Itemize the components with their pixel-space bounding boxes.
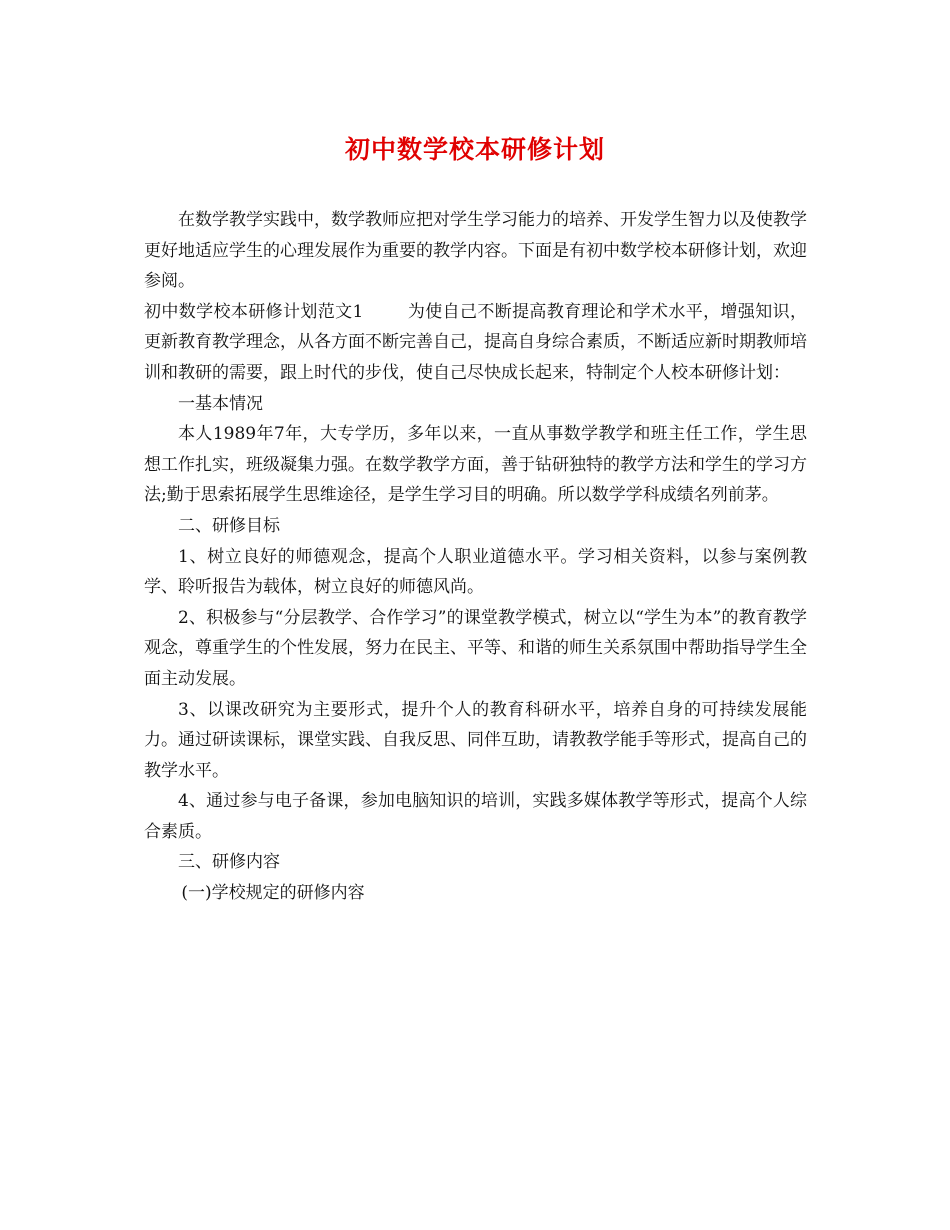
basic-info-paragraph: 本人1989年7年，大专学历，多年以来，一直从事数学教学和班主任工作，学生思想工作扎实，班级凝集力强。在数学教学方面，善于钻研独特的教学方法和学生的学习方法;勤于思索拓展学生思维途径，是学生学习目的明确。所以数学学科成绩名列前茅。 [144, 424, 807, 506]
intro-paragraph: 在数学教学实践中，数学教师应把对学生学习能力的培养、开发学生智力以及使教学更好地适应学生的心理发展作为重要的教学内容。下面是有初中数学校本研修计划，欢迎参阅。 [144, 210, 807, 292]
sample-label: 初中数学校本研修计划范文1 [144, 301, 364, 322]
section-heading-goals: 二、研修目标 [178, 515, 280, 536]
sample-paragraph [144, 297, 807, 389]
section-heading-basic-info: 一基本情况 [178, 393, 263, 414]
document-body [144, 205, 807, 909]
goal-item-2: 2、积极参与“分层教学、合作学习”的课堂教学模式，树立以“学生为本”的教育教学观念，尊重学生的个性发展，努力在民主、平等、和谐的师生关系氛围中帮助指导学生全面主动发展。 [144, 607, 807, 689]
section-heading-content: 三、研修内容 [178, 852, 280, 873]
goal-item-1: 1、树立良好的师德观念，提高个人职业道德水平。学习相关资料，以参与案例教学、聆听报告为载体，树立良好的师德风尚。 [144, 546, 807, 598]
goal-item-3: 3、以课改研究为主要形式，提升个人的教育科研水平，培养自身的可持续发展能力。通过研读课标，课堂实践、自我反思、同伴互助，请教教学能手等形式，提高自己的教学水平。 [144, 699, 807, 781]
document-title: 初中数学校本研修计划 [344, 135, 605, 164]
goal-item-4: 4、通过参与电子备课，参加电脑知识的培训，实践多媒体教学等形式，提高个人综合素质。 [144, 791, 807, 842]
subsection-school-content: (一)学校规定的研修内容 [181, 883, 365, 904]
sample-text: 为使自己不断提高教育理论和学术水平，增强知识，更新教育教学理念，从各方面不断完善自己，提高自身综合素质，不断适应新时期教师培训和教研的需要，跟上时代的步伐，使自己尽快成长起来，特制定个人校本研修计划： [144, 301, 808, 383]
